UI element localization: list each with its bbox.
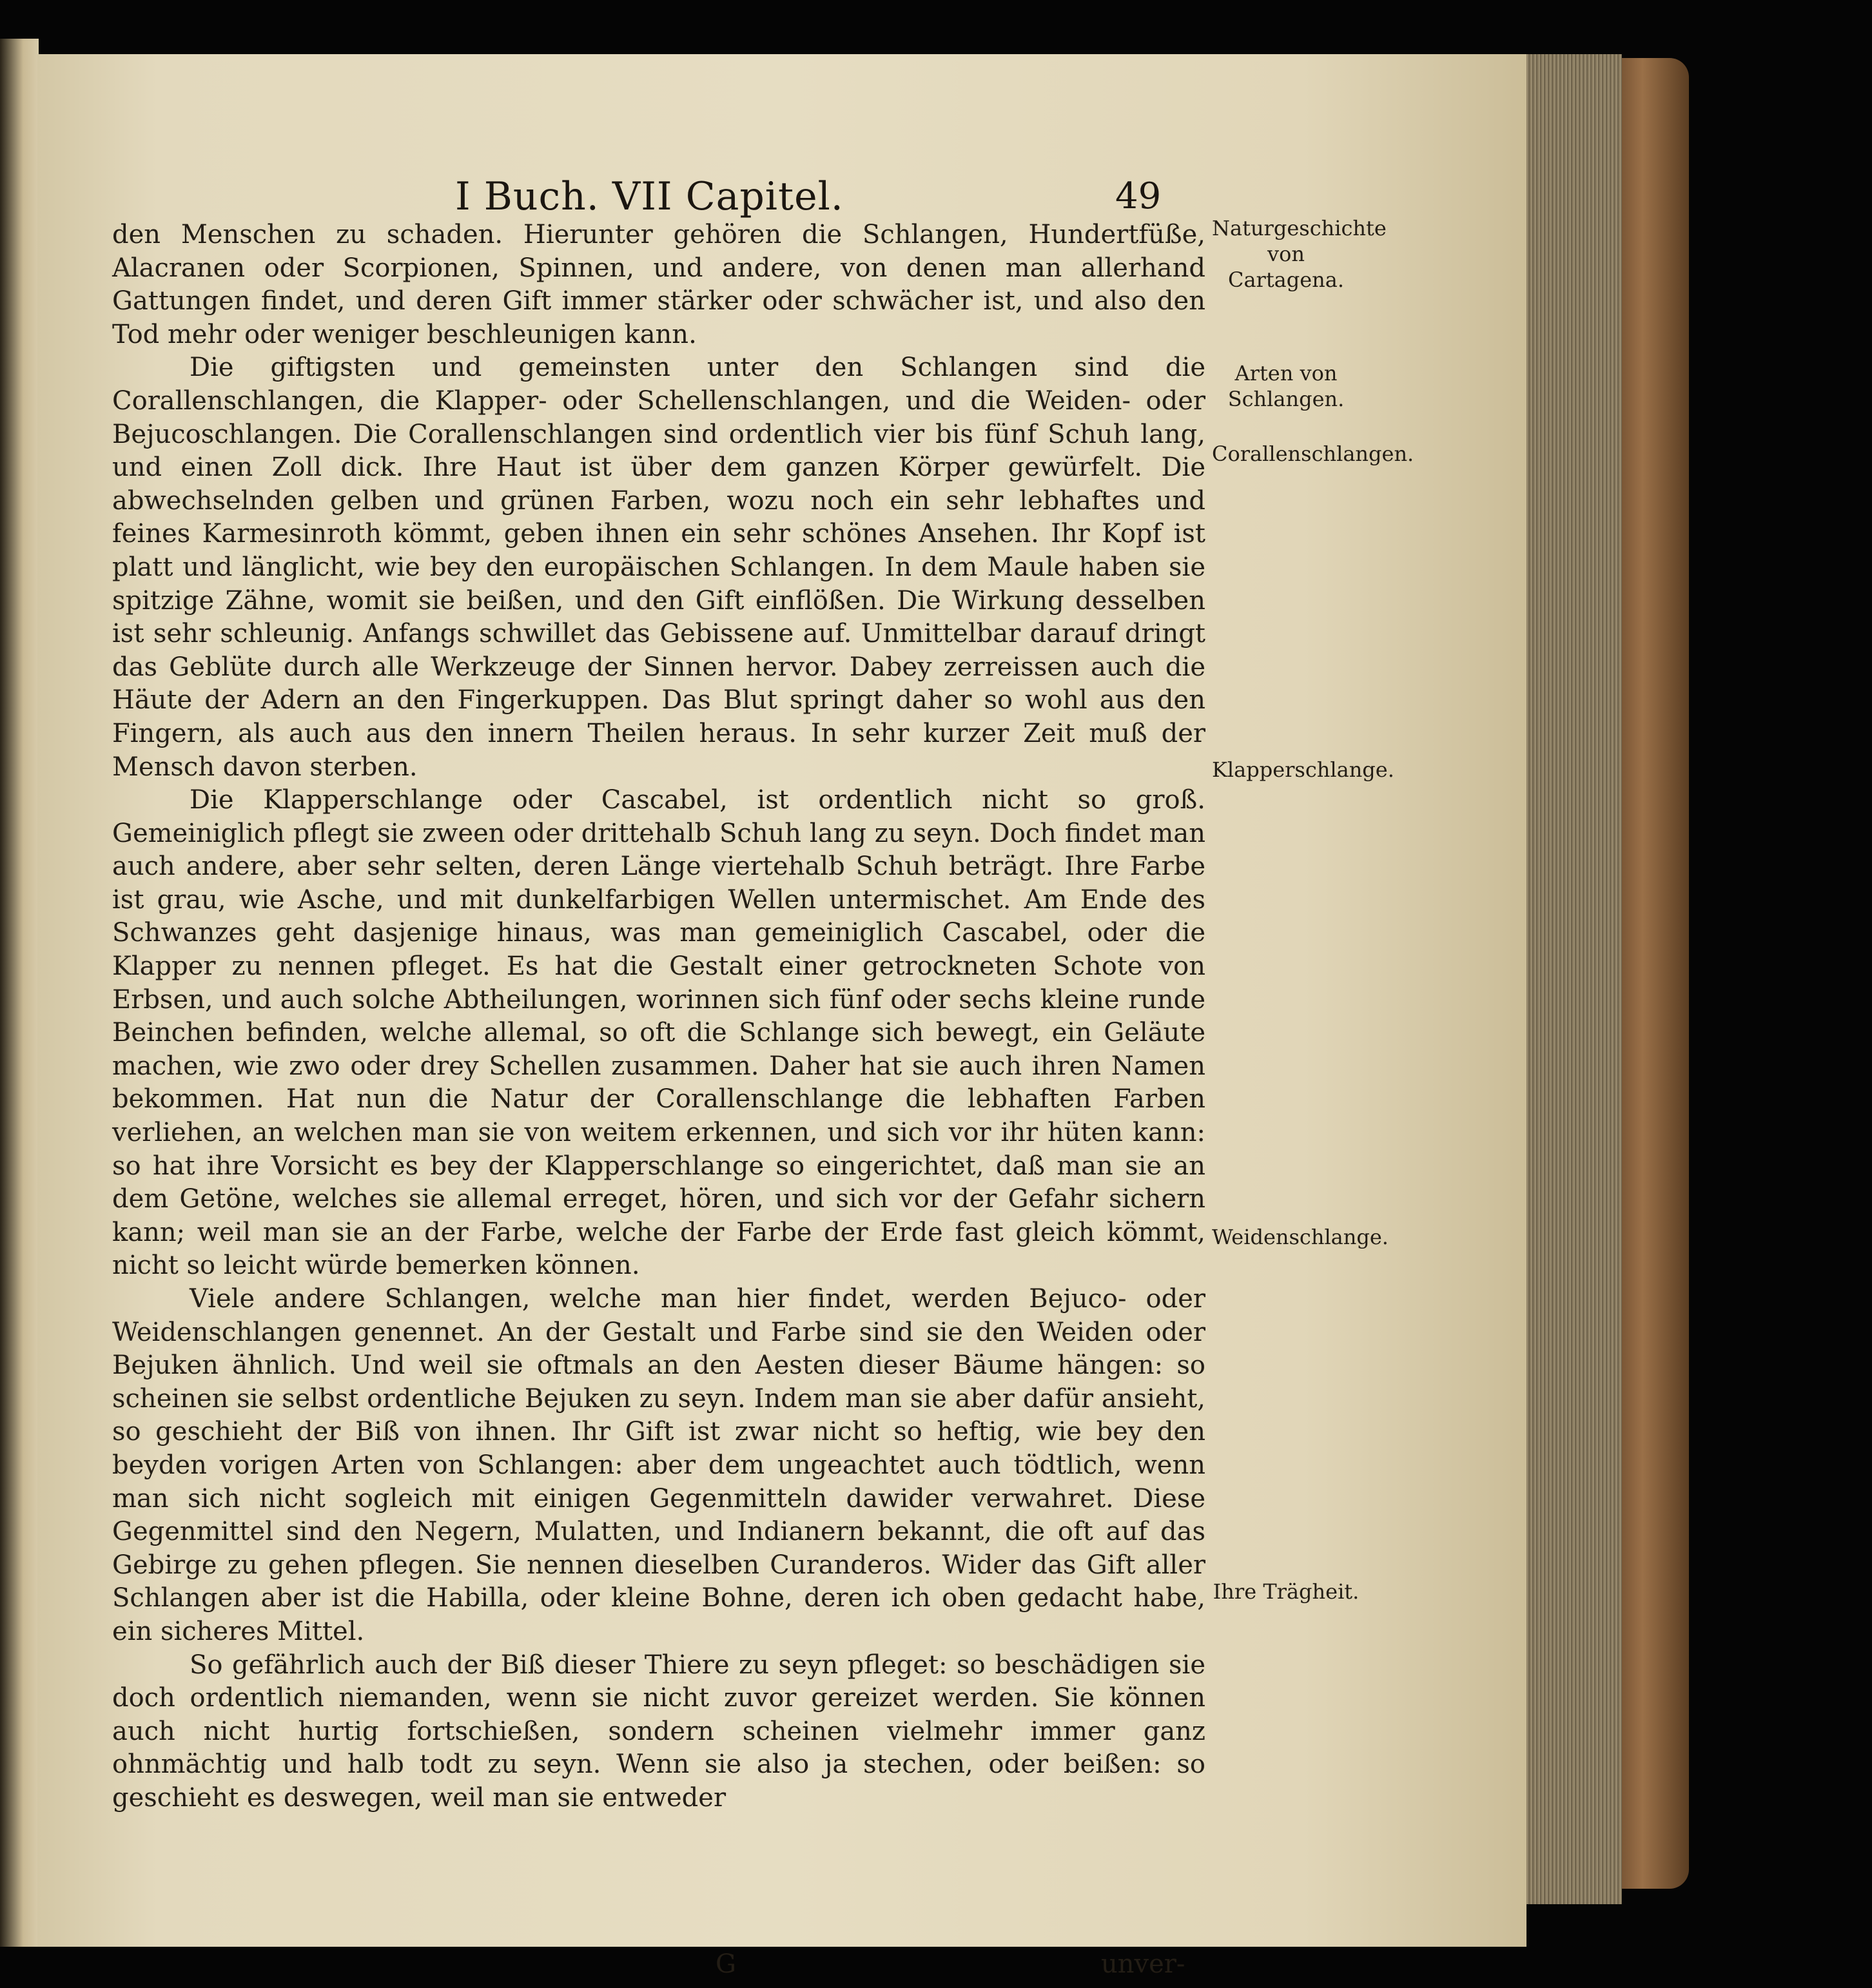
signature-mark: G: [716, 1949, 736, 1979]
page-footer: [37, 1949, 1526, 1988]
page-block-edge: [1526, 54, 1622, 1904]
running-title: I Buch. VII Capitel.: [455, 174, 844, 219]
paragraph-3: Die Klapperschlange oder Cascabel, ist ordentlich nicht so groß. Gemeiniglich pflegt sie zween oder drittehalb Schuh lang zu seyn. Doch findet man auch andere, aber sehr selten, deren Länge viertehalb Schuh beträgt. Ihre Farbe ist grau, wie Asche, und mit dunkelfarbigen Wellen untermischet. Am Ende des Schwanzes geht dasjenige hinaus, was man gemeiniglich Cascabel, oder die Klapper zu nennen pfleget. Es hat die Gestalt einer getrockneten Schote von Erbsen, und auch solche Abtheilungen, worinnen sich fünf oder sechs kleine runde Beinchen befinden, welche allemal, so oft die Schlange sich bewegt, ein Geläute machen, wie zwo oder drey Schellen zusammen. Daher hat sie auch ihren Namen bekommen. Hat nun die Natur der Corallenschlange die lebhaften Farben verliehen, an welchen man sie von weitem erkennen, und sich vor ihr hüten kann: so hat ihre Vorsicht es bey der Klapperschlange so eingerichtet, daß man sie an dem Getöne, welches sie allemal erreget, hören, und sich vor der Gefahr sichern kann; weil man sie an der Farbe, welche der Farbe der Erde fast gleich kömmt, nicht so leicht würde bemerken können.: [112, 785, 1205, 1281]
paragraph-4: Viele andere Schlangen, welche man hier findet, werden Bejuco- oder Weidenschlangen genennet. An der Gestalt und Farbe sind sie den Weiden oder Bejuken ähnlich. Und weil sie oftmals an den Aesten dieser Bäume hängen: so scheinen sie selbst ordentliche Bejuken zu seyn. Indem man sie aber dafür ansieht, so geschieht der Biß von ihnen. Ihr Gift ist zwar nicht so heftig, wie bey den beyden vorigen Arten von Schlangen: aber dem ungeachtet auch tödtlich, wenn man sich nicht sogleich mit einigen Gegenmitteln dawider verwahret. Diese Gegenmittel sind den Negern, Mulatten, und Indianern bekannt, die oft auf das Gebirge zu gehen pflegen. Sie nennen dieselben Curanderos. Wider das Gift aller Schlangen aber ist die Habilla, oder kleine Bohne, deren ich oben gedacht habe, ein sicheres Mittel.: [112, 1284, 1205, 1646]
body-text: [112, 219, 1205, 1815]
adjacent-page-edge: [0, 39, 39, 1947]
sidenote-traegheit: Ihre Trägheit.: [1213, 1579, 1360, 1604]
paragraph-5: So gefährlich auch der Biß dieser Thiere zu seyn pfleget: so beschädigen sie doch ordentlich niemanden, wenn sie nicht zuvor gereizet werden. Sie können auch nicht hurtig fortschießen, sondern scheinen vielmehr immer ganz ohnmächtig und halb todt zu seyn. Wenn sie also ja stechen, oder beißen: so geschieht es deswegen, weil man sie entweder: [112, 1650, 1205, 1813]
sidenote-arten-von-schlangen: Arten von Schlangen.: [1227, 361, 1345, 411]
catchword: unver-: [1101, 1949, 1185, 1979]
paragraph-1: den Menschen zu schaden. Hierunter gehören die Schlangen, Hundertfüße, Alacranen oder Scorpionen, Spinnen, und andere, von denen man allerhand Gattungen findet, und deren Gift immer stärker oder schwächer ist, und also den Tod mehr oder weniger beschleunigen kann.: [112, 220, 1205, 349]
sidenote-klapperschlange: Klapperschlange.: [1212, 757, 1394, 782]
book-page: [37, 54, 1526, 1979]
book-cover: [1612, 58, 1689, 1889]
sidenote-corallenschlangen: Corallenschlangen.: [1212, 442, 1414, 466]
sidenote-naturgeschichte: Naturgeschichte von Cartagena.: [1212, 216, 1387, 292]
sidenote-weidenschlange: Weidenschlange.: [1212, 1225, 1389, 1249]
paragraph-2: Die giftigsten und gemeinsten unter den Schlangen sind die Corallenschlangen, die Klapper- oder Schellenschlangen, und die Weiden- oder Bejucoschlangen. Die Corallenschlangen sind ordentlich vier bis fünf Schuh lang, und einen Zoll dick. Ihre Haut ist über dem ganzen Körper gewürfelt. Die abwechselnden gelben und grünen Farben, wozu noch ein sehr lebhaftes und feines Karmesinroth kömmt, geben ihnen ein sehr schönes Ansehen. Ihr Kopf ist platt und länglicht, wie bey den europäischen Schlangen. In dem Maule haben sie spitzige Zähne, womit sie beißen, und den Gift einflößen. Die Wirkung desselben ist sehr schleunig. Anfangs schwillet das Gebissene auf. Unmittelbar darauf dringt das Geblüte durch alle Werkzeuge der Sinnen hervor. Dabey zerreissen auch die Häute der Adern an den Fingerkuppen. Das Blut springt daher so wohl aus den Fingern, als auch aus den innern Theilen heraus. In sehr kurzer Zeit muß der Mensch davon sterben.: [112, 353, 1205, 782]
page-number: 49: [1115, 175, 1162, 217]
